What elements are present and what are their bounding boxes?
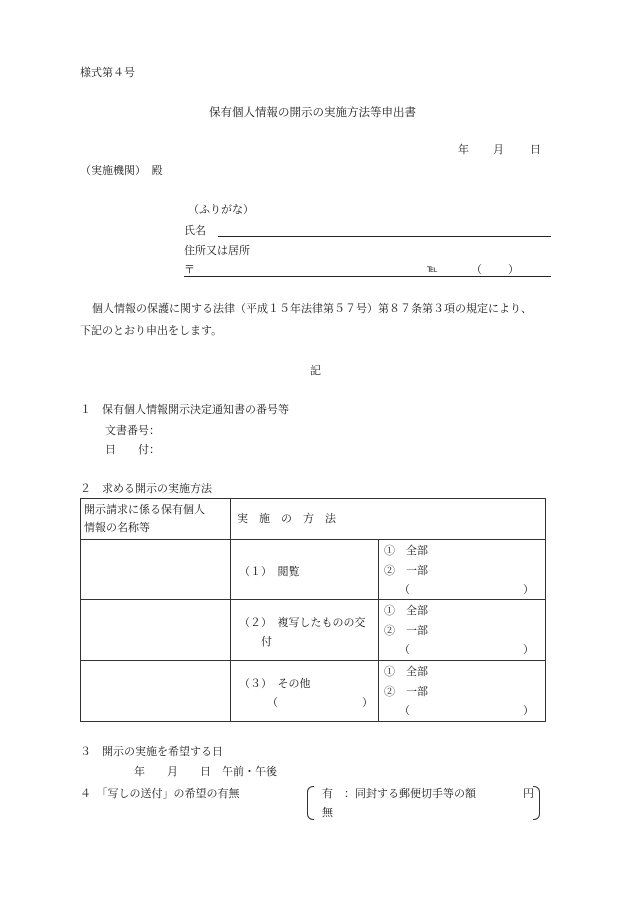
col1-header-line2: 情報の名称等	[84, 521, 150, 534]
paren-close: ）	[523, 583, 534, 596]
paren-open: （	[399, 704, 410, 717]
option-no[interactable]: 無	[322, 806, 333, 819]
form-number: 様式第４号	[80, 66, 135, 79]
col2-header-text: 実 施 の 方 法	[237, 512, 336, 525]
option-all[interactable]: ① 全部	[384, 665, 428, 678]
section4-heading: ４ 「写しの送付」の希望の有無	[80, 787, 240, 800]
right-bracket	[533, 786, 540, 820]
furigana-label: （ふりがな）	[188, 203, 254, 216]
address-label: 住所又は居所	[184, 244, 250, 257]
paren-close: ）	[523, 704, 534, 717]
intro-text-line2: 下記のとおり申出をします。	[80, 324, 223, 337]
method-label: （３） その他	[239, 677, 311, 690]
tel-paren-close: ）	[508, 263, 519, 276]
name-label: 氏名	[184, 224, 206, 237]
method-cell	[231, 661, 379, 722]
col2-header	[231, 499, 546, 540]
date-month-label: 月	[493, 143, 504, 156]
page-title: 保有個人情報の開示の実施方法等申出書	[209, 105, 416, 119]
other-paren-open: （	[267, 696, 278, 709]
preferred-date-line[interactable]: 年 月 日 午前・午後	[134, 765, 277, 778]
ki-heading: 記	[310, 364, 321, 377]
doc-number-label: 文書番号：	[105, 424, 160, 437]
method-label: （１） 閲覧	[239, 565, 300, 578]
info-name-cell[interactable]	[81, 600, 231, 661]
option-yes[interactable]: 有 ：同封する郵便切手等の額	[322, 787, 476, 800]
info-name-cell[interactable]	[81, 540, 231, 600]
table-row	[81, 661, 546, 722]
addressee: （実施機関） 殿	[80, 164, 163, 177]
yen-label: 円	[523, 787, 534, 800]
paren-open: （	[399, 643, 410, 656]
tel-label: ℡	[427, 264, 438, 275]
option-all[interactable]: ① 全部	[384, 544, 428, 557]
paren-open: （	[399, 583, 410, 596]
name-field-line[interactable]	[218, 236, 551, 237]
method-cell	[231, 600, 379, 661]
col1-header-line1: 開示請求に係る保有個人	[84, 503, 205, 516]
table-row	[81, 540, 546, 600]
method-label-cont: 付	[261, 635, 272, 648]
date-day-label: 日	[530, 143, 541, 156]
scope-cell[interactable]	[379, 600, 546, 661]
tel-paren-open: （	[471, 263, 482, 276]
scope-cell[interactable]	[379, 661, 546, 722]
date-year-label: 年	[458, 143, 469, 156]
scope-cell[interactable]	[379, 540, 546, 600]
paren-close: ）	[523, 643, 534, 656]
address-field-line[interactable]	[184, 276, 551, 277]
table-header-row	[81, 499, 546, 540]
table-row	[81, 600, 546, 661]
intro-text-line1: 個人情報の保護に関する法律（平成１５年法律第５７号）第８７条第３項の規定により、	[92, 302, 532, 315]
section3-heading: ３ 開示の実施を希望する日	[80, 745, 223, 758]
left-bracket	[307, 786, 314, 820]
option-part[interactable]: ② 一部	[384, 624, 428, 637]
option-part[interactable]: ② 一部	[384, 685, 428, 698]
col1-header	[81, 499, 231, 540]
option-all[interactable]: ① 全部	[384, 604, 428, 617]
section1-heading: １ 保有個人情報開示決定通知書の番号等	[80, 403, 289, 416]
doc-date-label: 日 付：	[105, 443, 160, 456]
info-name-cell[interactable]	[81, 661, 231, 722]
method-label: （２） 複写したものの交	[239, 616, 366, 629]
section2-heading: ２ 求める開示の実施方法	[80, 482, 212, 495]
option-part[interactable]: ② 一部	[384, 564, 428, 577]
method-table	[80, 498, 546, 722]
other-paren-close: ）	[362, 696, 373, 709]
postal-mark: 〒	[184, 263, 195, 276]
method-cell	[231, 540, 379, 600]
